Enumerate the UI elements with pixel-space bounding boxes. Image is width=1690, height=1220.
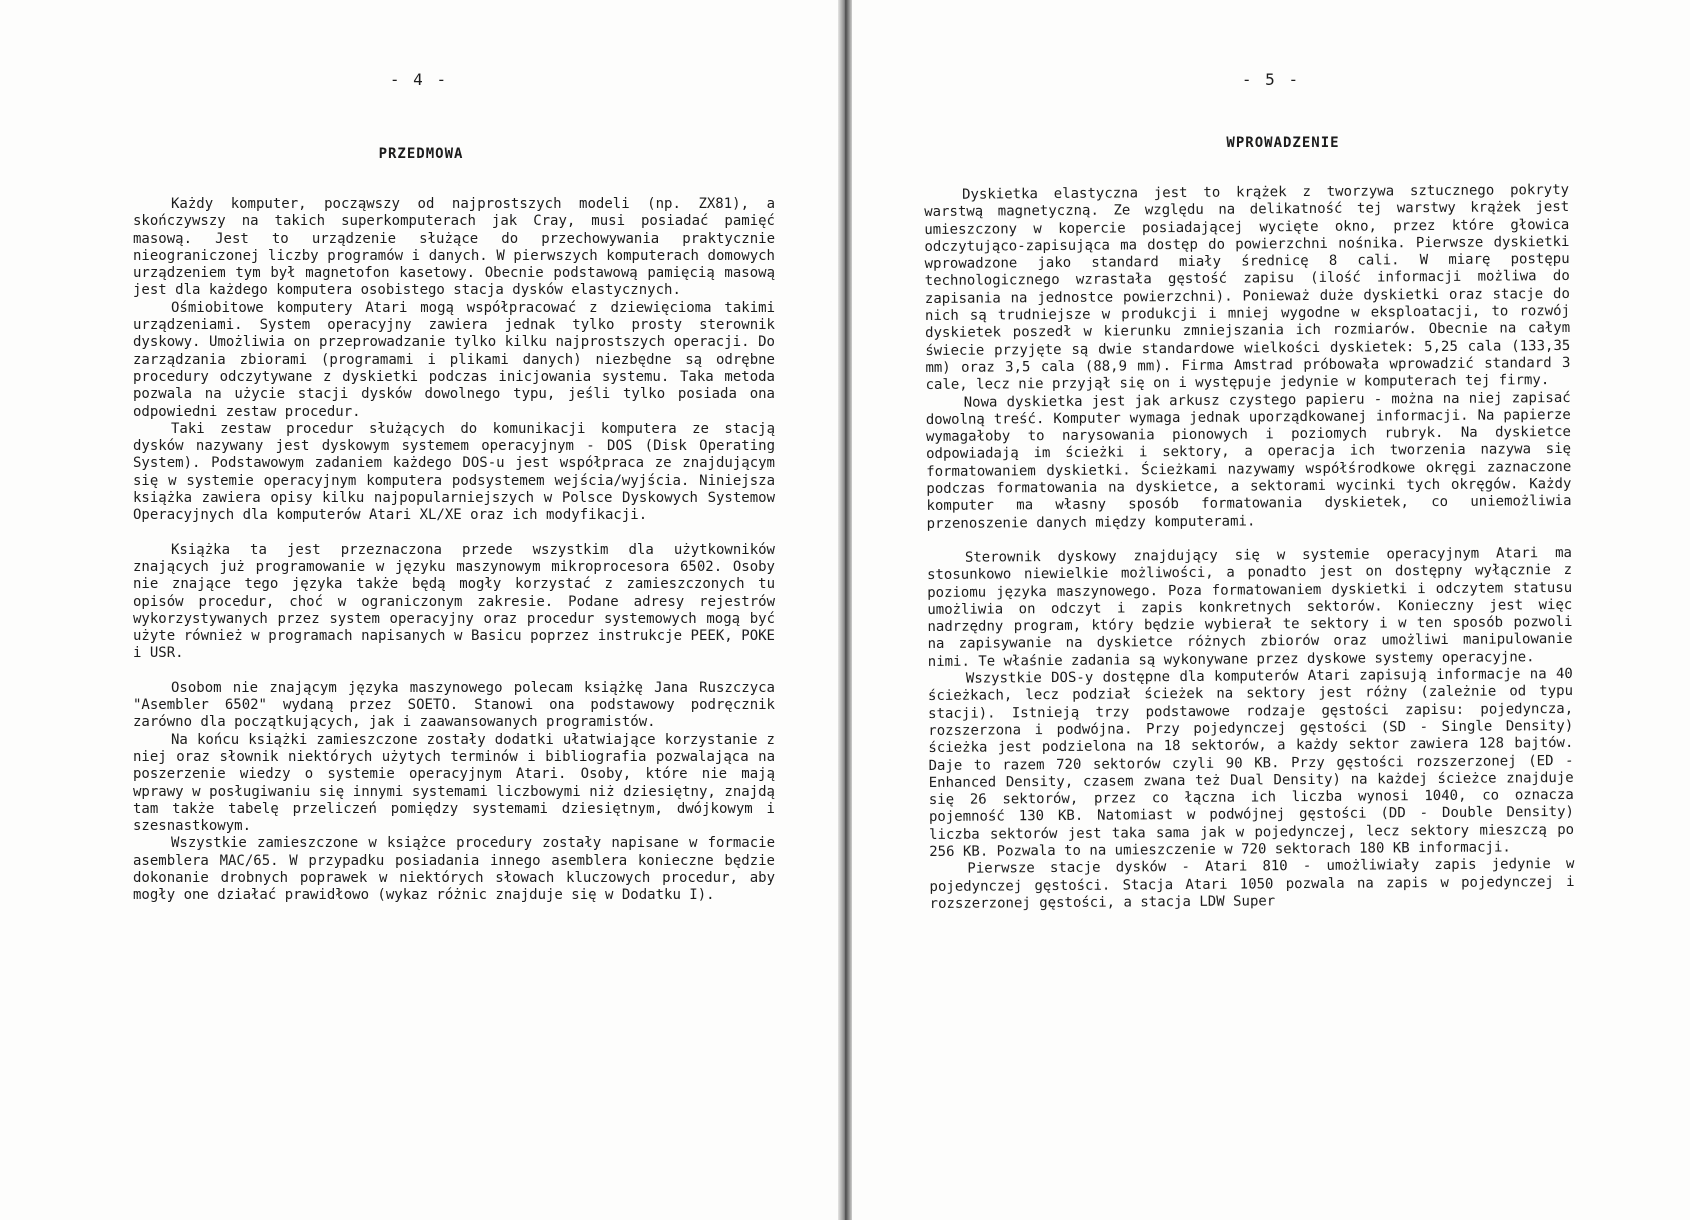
paragraph: Pierwsze stacje dysków - Atari 810 - umożliwiały zapis jedynie w pojedynczej gęstości. Stacja Atari 1050 pozwala na zapis w pojedynczej i rozszerzonej gęstości, a stacja LDW Super (929, 856, 1575, 912)
body-text (133, 196, 775, 905)
paragraph: Ośmiobitowe komputery Atari mogą współpracować z dziewięcioma takimi urządzeniami. System operacyjny zawiera jednak tylko prosty sterownik dyskowy. Umożliwia on przeprowadzanie tylko kilku najprostszych operacji. Do zarządzania zbiorami (programami i plikami danych) niezbędne są odrębne procedury odczytywane z dyskietki podczas inicjowania systemu. Taka metoda pozwala na użycie stacji dysków dowolnego typu, jeśli tylko posiada ona odpowiedni zestaw procedur. (133, 299, 775, 420)
paragraph: Na końcu książki zamieszczone zostały dodatki ułatwiające korzystanie z niej oraz słownik niektórych użytych terminów i bibliografia pozwalająca na poszerzenie wiedzy o systemie operacyjnym Atari. Osoby, które nie mają wprawy w posługiwaniu się innymi systemami liczbowymi niż dziesiętny, znajdą tam także tabelę przeliczeń pomiędzy systemami dziesiętnym, dwójkowym i szesnastkowym. (133, 731, 775, 835)
paragraph: Taki zestaw procedur służących do komunikacji komputera ze stacją dysków nazywany jest dyskowym systemem operacyjnym - DOS (Disk Operating System). Podstawowym zadaniem każdego DOS-u jest współpraca ze znajdującym się w systemie operacyjnym komputera podsystemem wejścia/wyjścia. Niniejsza książka zawiera opisy kilku najpopularniejszych w Polsce Dyskowych Systemow Operacyjnych dla komputerów Atari XL/XE oraz ich modyfikacji. (133, 420, 775, 524)
paragraph: Każdy komputer, począwszy od najprostszych modeli (np. ZX81), a skończywszy na takich superkomputerach jak Cray, musi posiadać pamięć masową. Jest to urządzenie służące do przechowywania praktycznie nieograniczonej liczby programów i danych. W pierwszych komputerach domowych urządzeniem tym był magnetofon kasetowy. Obecnie podstawową pamięcią masową jest dla każdego komputera osobistego stacja dysków elastycznych. (133, 196, 775, 299)
page-number: - 5 - (1241, 70, 1301, 89)
section-heading: WPROWADZENIE (1226, 135, 1340, 151)
paragraph: Wszystkie zamieszczone w książce procedury zostały napisane w formacie asemblera MAC/65. W przypadku posiadania innego asemblera konieczne będzie dokonanie drobnych poprawek w niektórych słowach kluczowych procedur, aby mogły one działać prawidłowo (wykaz różnic znajduje się w Dodatku I). (133, 835, 775, 904)
paragraph: Osobom nie znającym języka maszynowego polecam książkę Jana Ruszczyca "Asembler 6502" wydaną przez SOETO. Stanowi ona podstawowy podręcznik zarówno dla początkujących, jak i zaawansowanych programistów. (133, 679, 775, 731)
paragraph: Wszystkie DOS-y dostępne dla komputerów Atari zapisują informacje na 40 ścieżkach, lecz podział ścieżek na sektory jest różny (zależnie od typu stacji). Istnieją trzy podstawowe rodzaje gęstości zapisu: pojedyncza, rozszerzona i podwójna. Przy pojedynczej gęstości (SD - Single Density) ścieżka jest podzielona na 18 sektorów, a każdy sektor zawiera 128 bajtów. Daje to razem 720 sektorów czyli 90 KB. Przy gęstości rozszerzonej (ED - Enhanced Density, czasem zwana też Dual Density) na każdej ścieżce znajduje się 26 sektorów, przez co łączna ich liczba wynosi 1040, co oznacza pojemność 130 KB. Natomiast w podwójnej gęstości (DD - Double Density) liczba sektorów jest taka sama jak w pojedynczej, lecz sektory mieszczą po 256 KB. Pozwala to na umieszczenie w 720 sektorach 180 KB informacji. (927, 665, 1575, 860)
right-page (852, 0, 1690, 1220)
body-text (924, 182, 1575, 913)
book-gutter (838, 0, 852, 1220)
section-heading: PRZEDMOWA (378, 146, 464, 162)
left-page (0, 0, 838, 1220)
paragraph: Sterownik dyskowy znajdujący się w systemie operacyjnym Atari ma stosunkowo niewielkie możliwości, a ponadto jest on dostępny wyłącznie z poziomu języka maszynowego. Poza formatowaniem dyskietki i odczytem statusu umożliwia on odczyt i zapis konkretnych sektorów. Konieczny jest więc nadrzędny program, który będzie wybierał te sektory i w ten sposób pozwoli na zapisywanie na dyskietce różnych zbiorów oraz umożliwi manipulowanie nimi. Te właśnie zadania są wykonywane przez dyskowe systemy operacyjne. (926, 544, 1573, 670)
paragraph: Dyskietka elastyczna jest to krążek z tworzywa sztucznego pokryty warstwą magnetyczną. Ze względu na delikatność tej warstwy krążek jest umieszczony w kopercie posiadającej wycięte okno, przez które głowica odczytująco-zapisująca ma dostęp do powierzchni nośnika. Pierwsze dyskietki wprowadzone jako standard miały średnicę 8 cali. W miarę postępu technologicznego wzrastała gęstość zapisu (ilość informacji możliwa do zapisania na jednostce powierzchni). Ponieważ duże dyskietki oraz stacje do nich są trudniejsze w produkcji i mniej wygodne w eksploatacji, to rozwój dyskietek poszedł w kierunku zmniejszania ich rozmiarów. Obecnie na całym świecie przyjęte są dwie standardowe wielkości dyskietek: 5,25 cala (133,35 mm) oraz 3,5 cala (88,9 mm). Firma Amstrad próbowała wprowadzić standard 3 cale, lecz nie przyjął się on i występuje jedynie w komputerach tej firmy. (924, 181, 1571, 394)
paragraph: Nowa dyskietka jest jak arkusz czystego papieru - można na niej zapisać dowolną treść. Komputer wymaga jednak uporządkowanej informacji. Na papierze wymagałoby to narysowania pionowych i poziomych rubryk. Na dyskietce odpowiadają im ścieżki i sektory, a operacja ich tworzenia nazywa się formatowaniem dyskietki. Ścieżkami nazywamy współśrodkowe okręgi zaznaczone podczas formatowania na dyskietce, a sektorami wycinki tych okręgów. Każdy komputer ma własny sposób formatowania dyskietek, co uniemożliwia przenoszenie danych między komputerami. (925, 389, 1572, 532)
page-number: - 4 - (389, 70, 449, 89)
paragraph: Książka ta jest przeznaczona przede wszystkim dla użytkowników znających już programowanie w języku maszynowym mikroprocesora 6502. Osoby nie znające tego języka także będą mogły korzystać z zamieszczonych tu opisów procedur, choć w ograniczonym zakresie. Podane adresy rejestrów wykorzystywanych przez system operacyjny oraz procedur systemowych mogą być użyte również w programach napisanych w Basicu poprzez instrukcje PEEK, POKE i USR. (133, 541, 775, 662)
